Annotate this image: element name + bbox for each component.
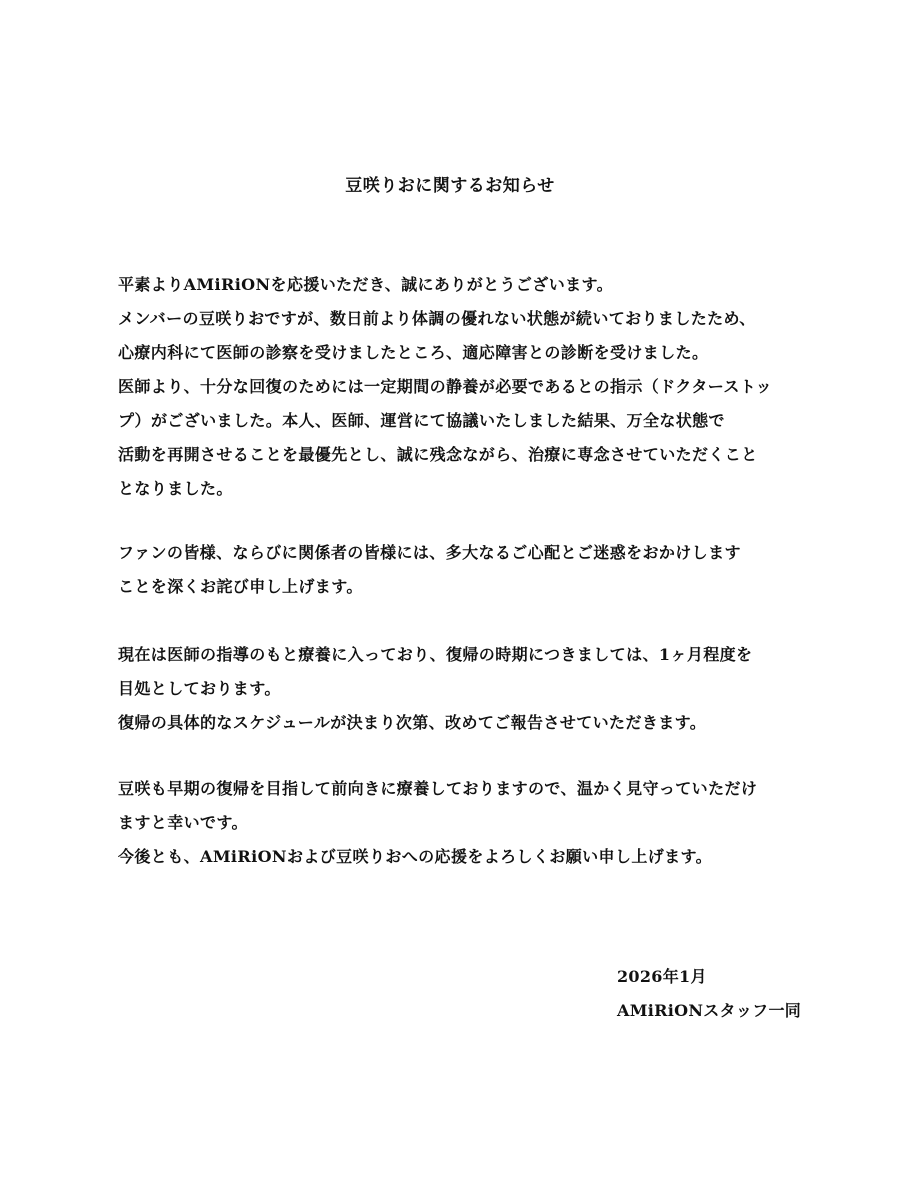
text-line: ことを深くお詫び申し上げます。 <box>118 577 363 596</box>
text-line: となりました。 <box>118 479 233 498</box>
text-line: 心療内科にて医師の診察を受けましたところ、適応障害との診断を受けました。 <box>118 343 709 362</box>
text-line: 活動を再開させることを最優先とし、誠に残念ながら、治療に専念させていただくこと <box>118 445 758 464</box>
text-line: ますと幸いです。 <box>118 813 248 832</box>
paragraph-recovery-status <box>118 638 818 740</box>
text-line: 復帰の具体的なスケジュールが決まり次第、改めてご報告させていただきます。 <box>118 713 707 732</box>
text-line: 現在は医師の指導のもと療養に入っており、復帰の時期につきましては、1ヶ月程度を <box>118 645 753 664</box>
text-line: 豆咲も早期の復帰を目指して前向きに療養しておりますので、温かく見守っていただけ <box>118 779 758 798</box>
paragraph-announcement <box>118 268 818 506</box>
text-line: 今後とも、AMiRiONおよび豆咲りおへの応援をよろしくお願い申し上げます。 <box>118 847 713 866</box>
text-line: ファンの皆様、ならびに関係者の皆様には、多大なるご心配とご迷惑をおかけします <box>118 543 741 562</box>
paragraph-apology <box>118 536 818 604</box>
paragraph-closing <box>118 772 818 874</box>
text-line: メンバーの豆咲りおですが、数日前より体調の優れない状態が続いておりましたため、 <box>118 309 756 328</box>
text-line: 医師より、十分な回復のためには一定期間の静養が必要であるとの指示（ドクターストッ <box>118 377 773 396</box>
signoff-date: 2026年1月 <box>617 967 707 986</box>
signoff-signature: AMiRiONスタッフ一同 <box>617 1001 802 1020</box>
signoff-block <box>617 960 801 1028</box>
announcement-title: 豆咲りおに関するお知らせ <box>345 176 555 196</box>
text-line: 目処としております。 <box>118 679 281 698</box>
text-line: 平素よりAMiRiONを応援いただき、誠にありがとうございます。 <box>118 275 614 294</box>
text-line: プ）がございました。本人、医師、運営にて協議いたしました結果、万全な状態で <box>118 411 725 430</box>
